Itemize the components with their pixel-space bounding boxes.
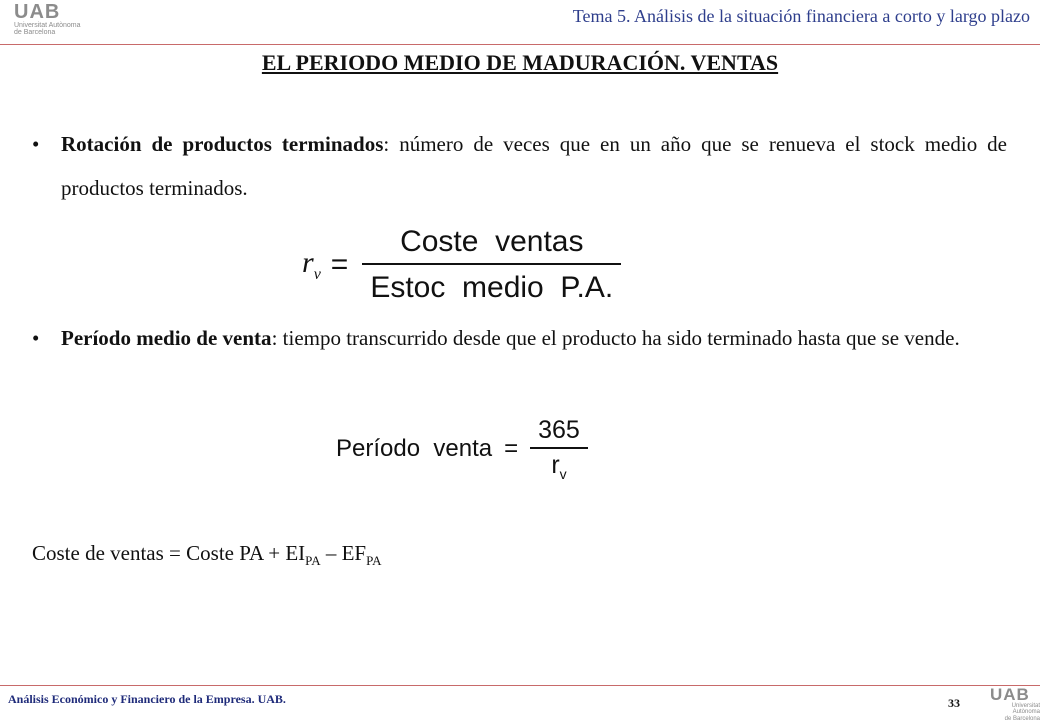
bullet-paragraph — [61, 316, 1007, 360]
bullet-periodo — [32, 316, 1007, 360]
bullet-text: : tiempo transcurrido desde que el producto ha sido terminado hasta que se vende. — [271, 326, 960, 350]
header-divider — [0, 44, 1040, 45]
uab-logo-mark: UAB — [990, 685, 1030, 704]
footer-course: Análisis Económico y Financiero de la Empresa. UAB. — [8, 692, 286, 706]
formula-numerator: 365 — [538, 416, 580, 444]
tema-header: Tema 5. Análisis de la situación financiera a corto y largo plazo — [572, 6, 1030, 26]
formula-lhs: Período venta — [336, 435, 493, 462]
formula-rotacion — [302, 225, 621, 305]
formula-equals: = — [504, 435, 519, 462]
formula-fraction — [530, 416, 588, 482]
formula-denominator: $r_v$ — [551, 451, 567, 482]
bullet-icon: • — [32, 132, 40, 156]
coste-ventas-equation: Coste de ventas = Coste PA + $EI_{PA} - EF_{PA}$ — [32, 541, 382, 569]
bullet-text: : número de veces que en un año que se renueva el stock medio de productos terminados. — [61, 132, 1008, 200]
bullet-rotacion — [32, 122, 1007, 210]
formula-denominator: Estoc medio P.A. — [370, 271, 614, 304]
uab-logo-line1: Universitat Autònoma — [14, 22, 81, 29]
page-number: 33 — [948, 696, 960, 710]
uab-logo — [14, 2, 81, 37]
formula-numerator: Coste ventas — [400, 225, 584, 258]
formula-fraction — [362, 225, 621, 305]
uab-logo-line2: de Barcelona — [1004, 715, 1040, 722]
footer-divider — [0, 685, 1040, 686]
formula-lhs: $r_v$ — [302, 246, 321, 283]
uab-logo-footer — [990, 686, 1040, 722]
uab-logo-mark: UAB — [14, 1, 61, 23]
slide-title: EL PERIODO MEDIO DE MADURACIÓN. VENTAS — [261, 50, 779, 75]
uab-logo-line1: Universitat Autònoma — [1011, 703, 1040, 716]
formula-periodo — [336, 416, 588, 482]
bullet-icon: • — [32, 326, 40, 350]
uab-logo-line2: de Barcelona — [14, 29, 56, 37]
formula-equals: = — [330, 248, 349, 281]
bullet-term: Período medio de venta — [61, 326, 272, 350]
bullet-term: Rotación de productos terminados — [61, 132, 384, 156]
bullet-paragraph — [61, 122, 1007, 210]
